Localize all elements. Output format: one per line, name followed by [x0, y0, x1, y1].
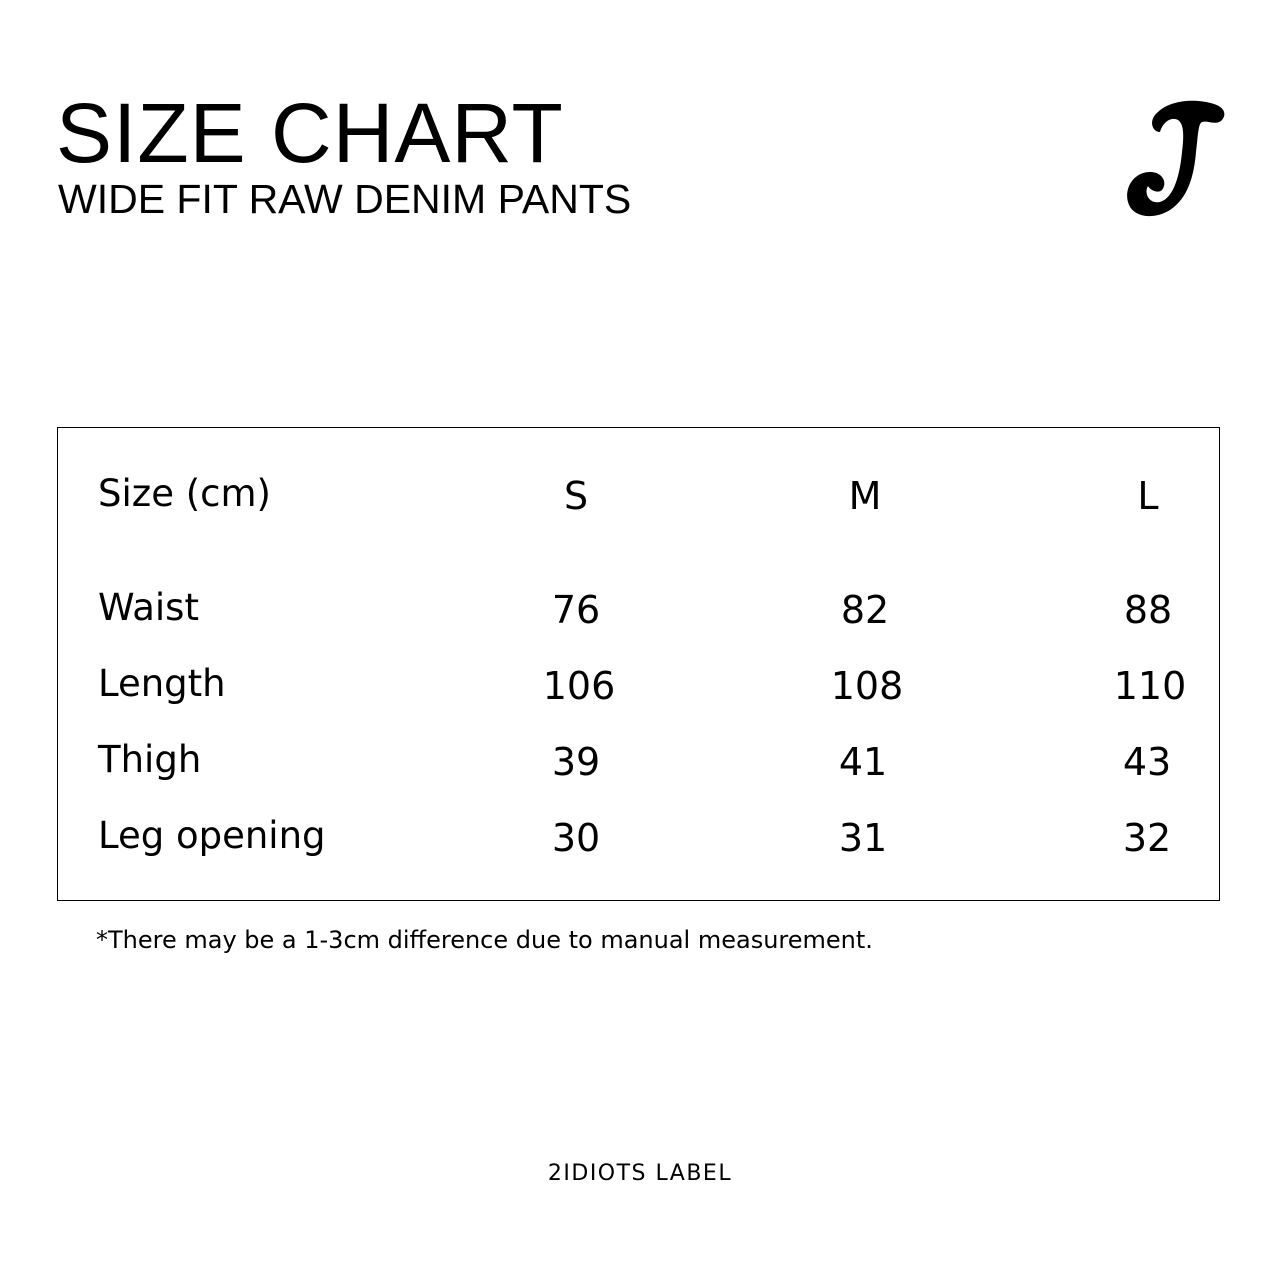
row-label-thigh: Thigh — [98, 738, 202, 781]
table-cell: 41 — [838, 740, 888, 784]
row-label-length: Length — [98, 662, 226, 705]
page-subtitle: WIDE FIT RAW DENIM PANTS — [58, 176, 632, 222]
size-table — [57, 427, 1220, 901]
table-cell: 30 — [551, 816, 601, 860]
page-title: SIZE CHART — [56, 86, 564, 180]
table-cell: 31 — [838, 816, 888, 860]
table-cell: 39 — [551, 740, 601, 784]
table-cell: 32 — [1122, 816, 1172, 860]
measurement-footnote: *There may be a 1-3cm difference due to manual measurement. — [96, 926, 873, 954]
table-cell: 82 — [840, 588, 890, 632]
row-label-leg-opening: Leg opening — [98, 814, 326, 857]
table-cell: 76 — [551, 588, 601, 632]
row-label-waist: Waist — [98, 586, 199, 629]
table-cell: 43 — [1122, 740, 1172, 784]
size-s-header: S — [563, 474, 589, 518]
size-l-header: L — [1137, 474, 1159, 518]
table-cell: 106 — [542, 664, 616, 708]
brand-label: 2IDIOTS LABEL — [547, 1161, 733, 1186]
script-letter-i-logo — [1118, 96, 1230, 220]
table-cell: 108 — [830, 664, 904, 708]
size-m-header: M — [848, 474, 882, 518]
table-cell: 88 — [1123, 588, 1173, 632]
table-cell: 110 — [1113, 664, 1187, 708]
table-header-label: Size (cm) — [98, 472, 271, 515]
